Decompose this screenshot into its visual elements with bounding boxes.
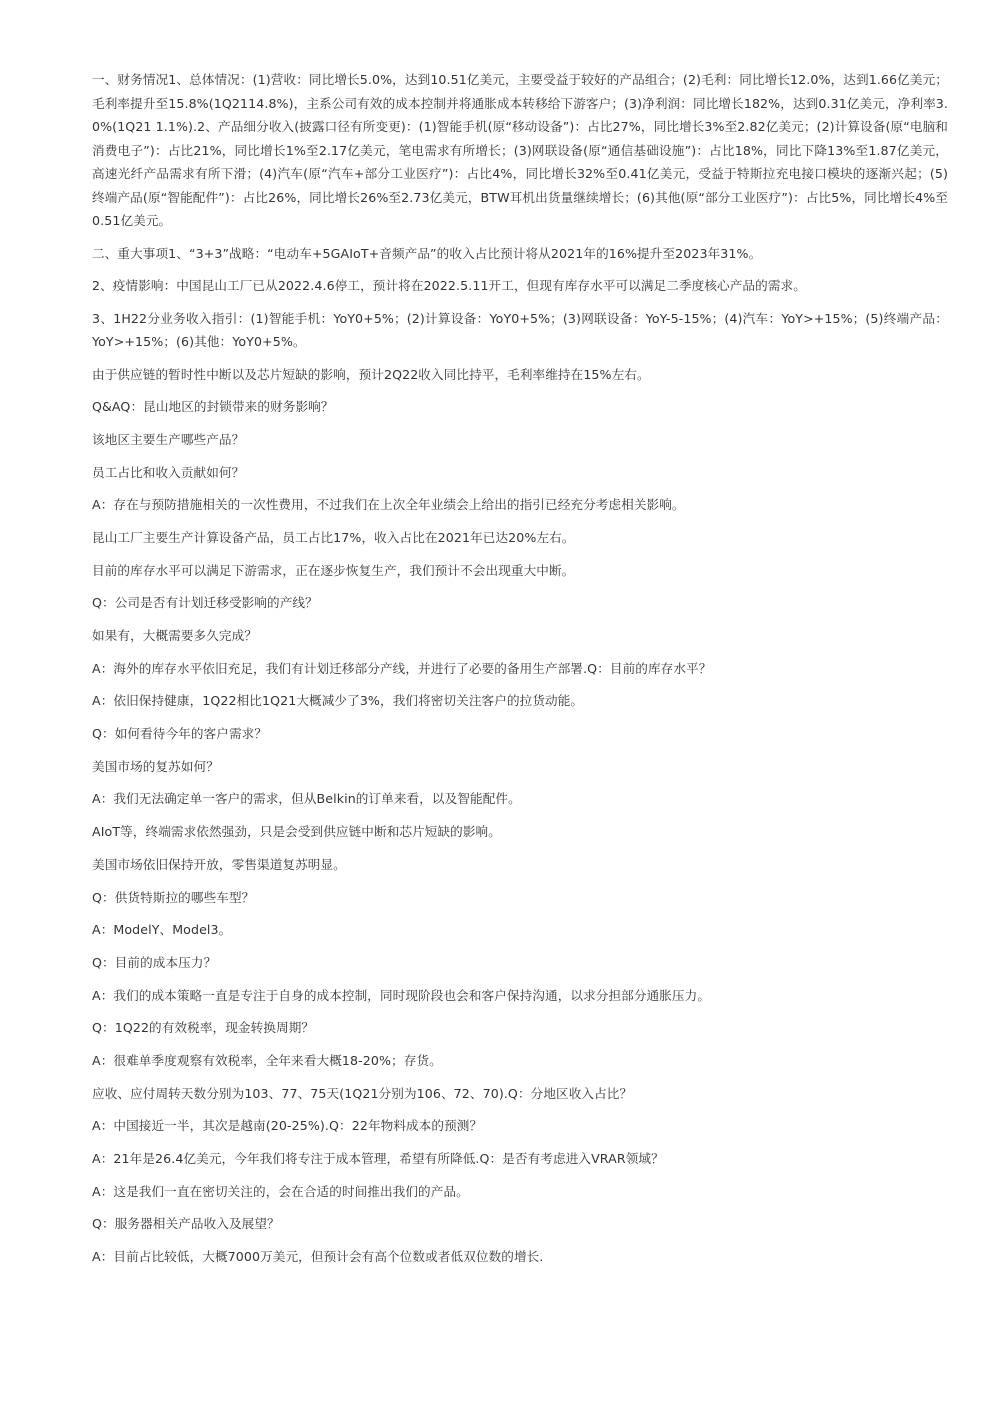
- qa-answer: A：存在与预防措施相关的一次性费用，不过我们在上次全年业绩会上给出的指引已经充分考虑相关影响。: [92, 497, 685, 513]
- qa-question: Q：目前的成本压力？: [92, 954, 217, 970]
- qa-question: 该地区主要生产哪些产品？: [92, 431, 245, 447]
- qa-answer: A：目前占比较低，大概7000万美元，但预计会有高个位数或者低双位数的增长.: [92, 1249, 544, 1265]
- qa-question: 员工占比和收入贡献如何？: [92, 464, 245, 480]
- qa-answer: 应收、应付周转天数分别为103、77、75天(1Q21分别为106、72、70).Q：分地区收入占比？: [92, 1085, 633, 1101]
- qa-question: 如果有，大概需要多久完成？: [92, 628, 258, 643]
- qa-question: Q：公司是否有计划迁移受影响的产线？: [92, 595, 318, 611]
- qa-question: Q：服务器相关产品收入及展望？: [92, 1216, 280, 1232]
- qa-answer: A：海外的库存水平依旧充足，我们有计划迁移部分产线，并进行了必要的备用生产部署.Q：目前的库存水平？: [92, 660, 712, 676]
- qa-answer: A：ModelY、Model3。: [92, 922, 232, 938]
- qa-question: 美国市场的复苏如何？: [92, 758, 219, 774]
- qa-answer: A：这是我们一直在密切关注的，会在合适的时间推出我们的产品。: [92, 1183, 469, 1199]
- qa-question: Q：如何看待今年的客户需求？: [92, 726, 268, 742]
- paragraph-guidance: 3、1H22分业务收入指引：(1)智能手机：YoY0+5%；(2)计算设备：YoY0+5%；(3)网联设备：YoY-5-15%；(4)汽车：YoY>+15%；(5)终端产品：YoY>+15%；(6)其他：YoY0+5%。: [92, 310, 948, 349]
- document-body: [92, 68, 948, 1278]
- qa-answer: A：依旧保持健康，1Q22相比1Q21大概减少了3%，我们将密切关注客户的拉货动能。: [92, 693, 584, 709]
- qa-answer: 昆山工厂主要生产计算设备产品，员工占比17%，收入占比在2021年已达20%左右。: [92, 529, 575, 545]
- qa-question: Q：供货特斯拉的哪些车型？: [92, 889, 255, 905]
- qa-answer: A：很难单季度观察有效税率，全年来看大概18-20%；存货。: [92, 1052, 442, 1068]
- paragraph-major-events: 二、重大事项1、“3+3”战略：“电动车+5GAIoT+音频产品”的收入占比预计将从2021年的16%提升至2023年31%。: [92, 245, 762, 261]
- paragraph-outlook: 由于供应链的暂时性中断以及芯片短缺的影响，预计2Q22收入同比持平，毛利率维持在15%左右。: [92, 366, 650, 382]
- qa-answer: A：中国接近一半，其次是越南(20-25%).Q：22年物料成本的预测？: [92, 1118, 483, 1134]
- qa-question: Q：1Q22的有效税率，现金转换周期？: [92, 1020, 315, 1036]
- paragraph-pandemic-impact: 2、疫情影响：中国昆山工厂已从2022.4.6停工，预计将在2022.5.11开工，但现有库存水平可以满足二季度核心产品的需求。: [92, 278, 806, 293]
- qa-answer: A：21年是26.4亿美元，今年我们将专注于成本管理，希望有所降低.Q：是否有考虑进入VRAR领域？: [92, 1151, 664, 1166]
- qa-answer: AIoT等，终端需求依然强劲，只是会受到供应链中断和芯片短缺的影响。: [92, 824, 501, 840]
- paragraph-financials: 一、财务情况1、总体情况：(1)营收：同比增长5.0%，达到10.51亿美元，主要受益于较好的产品组合；(2)毛利：同比增长12.0%，达到1.66亿美元；毛利率提升至15.8%(1Q2114.8%)，主系公司有效的成本控制并将通胀成本转移给下游客户；(3)净利润：同比增长182%，达到0.31亿美元，净利率3.0%(1Q21 1.1%).2、产品细分收入(披露口径有所变更)：(1)智能手机(原“移动设备”)：占比27%，同比增长3%至2.82亿美元；(2)计算设备(原“电脑和消费电子”)：占比21%，同比增长1%至2.17亿美元，笔电需求有所增长；(3)网联设备(原“通信基础设施”)：占比18%，同比下降13%至1.87亿美元，高速光纤产品需求有所下滑；(4)汽车(原“汽车+部分工业医疗”)：占比4%，同比增长32%至0.41亿美元，受益于特斯拉充电接口模块的逐渐兴起；(5)终端产品(原“智能配件”)：占比26%，同比增长26%至2.73亿美元，BTW耳机出货量继续增长；(6)其他(原“部分工业医疗”)：占比5%，同比增长4%至0.51亿美元。: [92, 72, 948, 228]
- qa-answer: 美国市场依旧保持开放，零售渠道复苏明显。: [92, 856, 346, 872]
- qa-answer: 目前的库存水平可以满足下游需求，正在逐步恢复生产，我们预计不会出现重大中断。: [92, 562, 575, 578]
- qa-answer: A：我们的成本策略一直是专注于自身的成本控制，同时现阶段也会和客户保持沟通，以求分担部分通胀压力。: [92, 987, 711, 1003]
- qa-answer: A：我们无法确定单一客户的需求，但从Belkin的订单来看，以及智能配件。: [92, 791, 521, 807]
- qa-question: Q&AQ：昆山地区的封锁带来的财务影响？: [92, 399, 334, 415]
